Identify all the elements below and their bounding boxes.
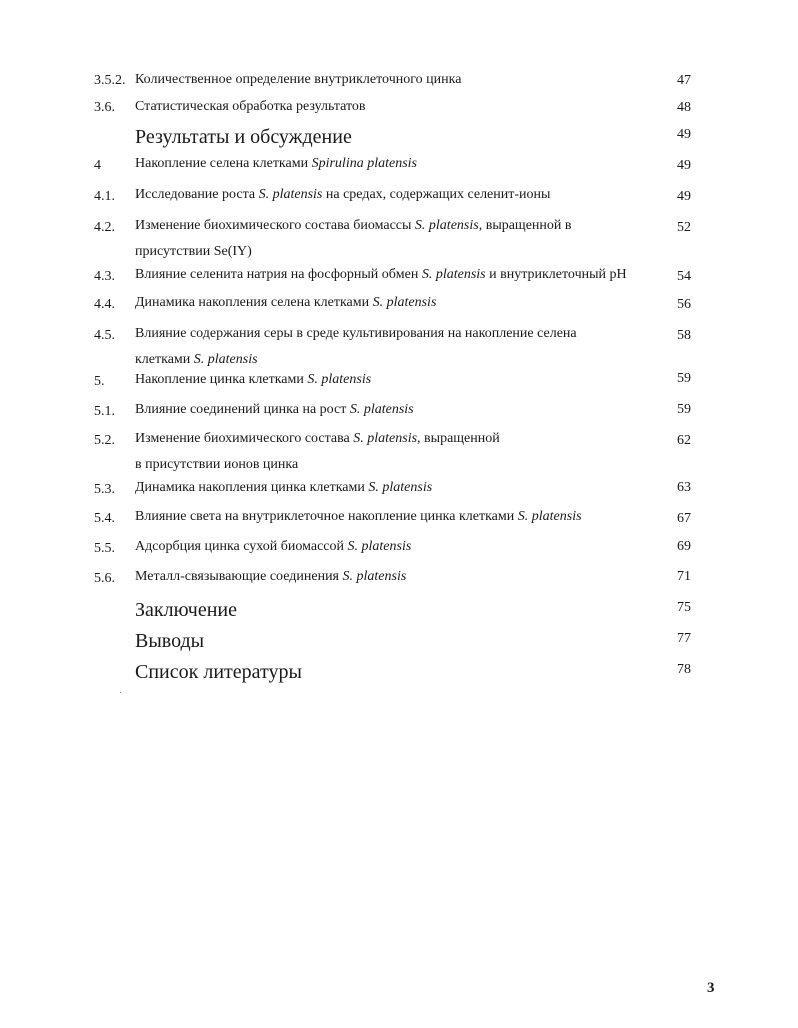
toc-entry-number: 4.1. bbox=[94, 189, 115, 204]
toc-entry-page: 75 bbox=[677, 600, 691, 615]
entry-text: в присутствии ионов цинка bbox=[135, 457, 299, 472]
entry-text: Влияние содержания серы в среде культивирования на накопление селена bbox=[135, 326, 577, 341]
toc-entry-number: 5.1. bbox=[94, 404, 115, 419]
toc-entry-number: 3.6. bbox=[94, 100, 115, 115]
toc-entry-number: 5. bbox=[94, 374, 105, 389]
entry-text: Влияние селенита натрия на фосфорный обмен bbox=[135, 267, 422, 282]
toc-entry-title[interactable] bbox=[135, 94, 675, 120]
toc-entry-page: 71 bbox=[677, 569, 691, 584]
toc-entry-page: 59 bbox=[677, 371, 691, 386]
entry-text: Металл-связывающие соединения bbox=[135, 569, 343, 584]
toc-entry-number: 4.2. bbox=[94, 220, 115, 235]
entry-text: на средах, содержащих селенит-ионы bbox=[322, 187, 551, 202]
toc-entry-number: 4.5. bbox=[94, 328, 115, 343]
entry-text: и внутриклеточный pH bbox=[485, 267, 627, 282]
toc-entry-number: 4.3. bbox=[94, 269, 115, 284]
toc-entry-title[interactable] bbox=[135, 367, 675, 393]
toc-entry-title[interactable] bbox=[135, 504, 675, 530]
entry-text: Количественное определение внутриклеточного цинка bbox=[135, 72, 462, 87]
toc-entry-number: 5.6. bbox=[94, 571, 115, 586]
entry-text: Накопление селена клетками bbox=[135, 156, 312, 171]
entry-text: Исследование роста bbox=[135, 187, 259, 202]
toc-entry-page: 67 bbox=[677, 511, 691, 526]
entry-text: Динамика накопления цинка клетками bbox=[135, 480, 369, 495]
species-name: S. platensis bbox=[517, 509, 582, 524]
toc-entry-number: 4.4. bbox=[94, 297, 115, 312]
species-name: S. platensis bbox=[368, 480, 433, 495]
toc-entry-page: 69 bbox=[677, 539, 691, 554]
species-name: S. platensis bbox=[347, 539, 412, 554]
toc-entry-number: 5.2. bbox=[94, 433, 115, 448]
species-name: S. platensis bbox=[258, 187, 323, 202]
toc-entry-title[interactable] bbox=[135, 262, 675, 288]
entry-text: Заключение bbox=[135, 599, 237, 621]
toc-entry-page: 49 bbox=[677, 158, 691, 173]
species-name: S. platensis bbox=[342, 569, 407, 584]
toc-entry-page: 47 bbox=[677, 73, 691, 88]
toc-entry-number: 5.5. bbox=[94, 541, 115, 556]
species-name: S. platensis bbox=[414, 218, 479, 233]
toc-entry-title[interactable] bbox=[135, 182, 675, 208]
toc-entry-title[interactable] bbox=[135, 124, 675, 150]
toc-entry-number: 3.5.2. bbox=[94, 73, 126, 88]
species-name: S. platensis bbox=[349, 402, 414, 417]
entry-text: Динамика накопления селена клетками bbox=[135, 295, 373, 310]
toc-entry-page: 49 bbox=[677, 189, 691, 204]
entry-text: Изменение биохимического состава bbox=[135, 431, 354, 446]
toc-entry-title[interactable] bbox=[135, 213, 675, 239]
entry-text: Влияние света на внутриклеточное накопление цинка клетками bbox=[135, 509, 518, 524]
entry-text: Влияние соединений цинка на рост bbox=[135, 402, 350, 417]
toc-entry-title[interactable] bbox=[135, 659, 675, 685]
toc-entry-title[interactable] bbox=[135, 397, 675, 423]
toc-entry-title[interactable] bbox=[135, 67, 675, 93]
toc-entry-page: 77 bbox=[677, 631, 691, 646]
toc-entry-title[interactable] bbox=[135, 475, 675, 501]
toc-entry-title[interactable] bbox=[135, 290, 675, 316]
toc-entry-title[interactable] bbox=[135, 564, 675, 590]
toc-entry-number: 5.4. bbox=[94, 511, 115, 526]
toc-entry-page: 63 bbox=[677, 480, 691, 495]
toc-entry-page: 48 bbox=[677, 100, 691, 115]
entry-text: Накопление цинка клетками bbox=[135, 372, 308, 387]
species-name: S. platensis bbox=[193, 352, 258, 367]
species-name: S. platensis bbox=[421, 267, 486, 282]
species-name: S. platensis bbox=[353, 431, 418, 446]
entry-text: Адсорбция цинка сухой биомассой bbox=[135, 539, 348, 554]
toc-entry-page: 49 bbox=[677, 127, 691, 142]
entry-text: , выращенной bbox=[417, 431, 500, 446]
species-name: Spirulina platensis bbox=[311, 156, 417, 171]
species-name: S. platensis bbox=[307, 372, 372, 387]
toc-entry-title[interactable] bbox=[135, 151, 675, 177]
toc-entry-title[interactable] bbox=[135, 426, 675, 452]
species-name: S. platensis bbox=[372, 295, 437, 310]
entry-text: Статистическая обработка результатов bbox=[135, 99, 366, 114]
entry-text: клетками bbox=[135, 352, 194, 367]
toc-entry-page: 62 bbox=[677, 433, 691, 448]
toc-entry-title[interactable] bbox=[135, 321, 675, 347]
entry-text: , выращенной в bbox=[478, 218, 572, 233]
page-number: 3 bbox=[707, 980, 715, 996]
scan-speck bbox=[120, 692, 121, 693]
entry-text: Изменение биохимического состава биомассы bbox=[135, 218, 415, 233]
toc-entry-page: 56 bbox=[677, 297, 691, 312]
toc-entry-title[interactable] bbox=[135, 628, 675, 654]
toc-entry-page: 54 bbox=[677, 269, 691, 284]
toc-entry-page: 59 bbox=[677, 402, 691, 417]
toc-entry-page: 52 bbox=[677, 220, 691, 235]
toc-entry-title[interactable] bbox=[135, 597, 675, 623]
entry-text: Список литературы bbox=[135, 661, 302, 683]
entry-text: Результаты и обсуждение bbox=[135, 126, 352, 148]
toc-entry-number: 4 bbox=[94, 158, 101, 173]
toc-entry-page: 78 bbox=[677, 662, 691, 677]
toc-entry-title[interactable] bbox=[135, 534, 675, 560]
toc-entry-page: 58 bbox=[677, 328, 691, 343]
toc-entry-number: 5.3. bbox=[94, 482, 115, 497]
entry-text: присутствии Se(IY) bbox=[135, 244, 252, 259]
entry-text: Выводы bbox=[135, 630, 205, 652]
